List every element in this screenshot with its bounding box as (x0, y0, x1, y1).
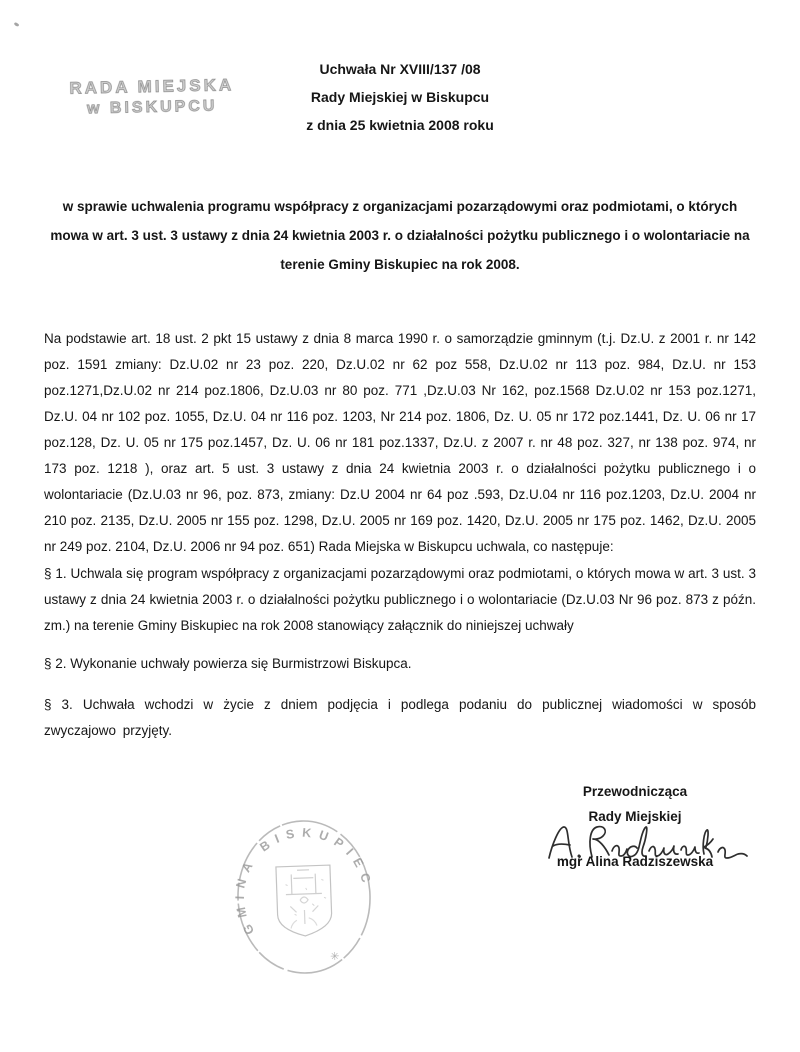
reception-stamp-line2: w BISKUPCU (86, 97, 218, 118)
reception-stamp-line1: RADA MIEJSKA (69, 75, 235, 98)
municipal-seal (225, 811, 383, 982)
seal-star-icon: ✳ (329, 950, 340, 964)
resolution-subject: w sprawie uchwalenia programu współpracy z organizacjami pozarządowymi oraz podmiotami, o których mowa w art. 3 ust. 3 ustawy z dnia 24 kwietnia 2003 r. o działalności pożytku publicznego i o wolontariacie na terenie Gminy Biskupiec na rok 2008. (50, 199, 750, 272)
section-2-paragraph: § 2. Wykonanie uchwały powierza się Burmistrzowi Biskupca. (44, 656, 412, 671)
resolution-date: z dnia 25 kwietnia 2008 roku (306, 117, 494, 133)
coat-of-arms (276, 865, 332, 937)
signatory-title-line1: Przewodnicząca (582, 784, 688, 799)
section-1-paragraph: § 1. Uchwala się program współpracy z organizacjami pozarządowymi oraz podmiotami, o których mowa w art. 3 ust. 3 ustawy z dnia 24 kwietnia 2003 r. o działalności pożytku publicznego i o wolontariacie (Dz.U.03 Nr 96 poz. 873 z późn. zm.) na terenie Gminy Biskupiec na rok 2008 stanowiący załącznik do niniejszej uchwały (44, 566, 756, 633)
legal-basis-paragraph: Na podstawie art. 18 ust. 2 pkt 15 ustawy z dnia 8 marca 1990 r. o samorządzie gminnym (t.j. Dz.U. z 2001 r. nr 142 poz. 1591 zmiany: Dz.U.02 nr 23 poz. 220, Dz.U.02 nr 62 poz 558, Dz.U.02 nr 113 poz. 984, Dz.U. nr 153 poz.1271,Dz.U.02 nr 214 poz.1806, Dz.U.03 nr 80 poz. 771 ,Dz.U.03 Nr 162, poz.1568 Dz.U.02 nr 153 poz.1271, Dz.U. 04 nr 102 poz. 1055, Dz.U. 04 nr 116 poz. 1203, Nr 214 poz. 1806, Dz. U. 05 nr 172 poz.1441, Dz. U. 06 nr 17 poz.128, Dz. U. 05 nr 175 poz.1457, Dz. U. 06 nr 181 poz.1337, Dz.U. z 2007 r. nr 48 poz. 327, nr 138 poz. 974, nr 173 poz. 1218 ), oraz art. 5 ust. 3 ustawy z dnia 24 kwietnia 2003 r. o działalności pożytku publicznego i o wolontariacie (Dz.U.03 nr 96, poz. 873, zmiany: Dz.U 2004 nr 64 poz .593, Dz.U.04 nr 116 poz.1203, Dz.U. 2004 nr 210 poz. 2135, Dz.U. 2005 nr 155 poz. 1298, Dz.U. 2005 nr 169 poz. 1420, Dz.U. 2005 nr 175 poz. 1462, Dz.U. 2005 nr 249 poz. 2104, Dz.U. 2006 nr 94 poz. 651) Rada Miejska w Biskupcu uchwala, co następuje: (44, 331, 756, 554)
resolution-header (44, 55, 756, 139)
scan-speck (14, 22, 20, 27)
signatory-name: mgr Alina Radziszewska (556, 854, 714, 869)
resolution-number: Uchwała Nr XVIII/137 /08 (319, 61, 481, 77)
svg-text:GMINA BISKUPIEC (230, 823, 376, 937)
section-3-paragraph: § 3. Uchwała wchodzi w życie z dniem podjęcia i podlega podaniu do publicznej wiadomości w sposób zwyczajowo przyjęty. (44, 697, 756, 738)
signatory-title-line2: Rady Miejskiej (588, 809, 682, 824)
council-name: Rady Miejskiej w Biskupcu (310, 89, 490, 105)
seal-ring-text: GMINA BISKUPIEC (232, 825, 375, 937)
